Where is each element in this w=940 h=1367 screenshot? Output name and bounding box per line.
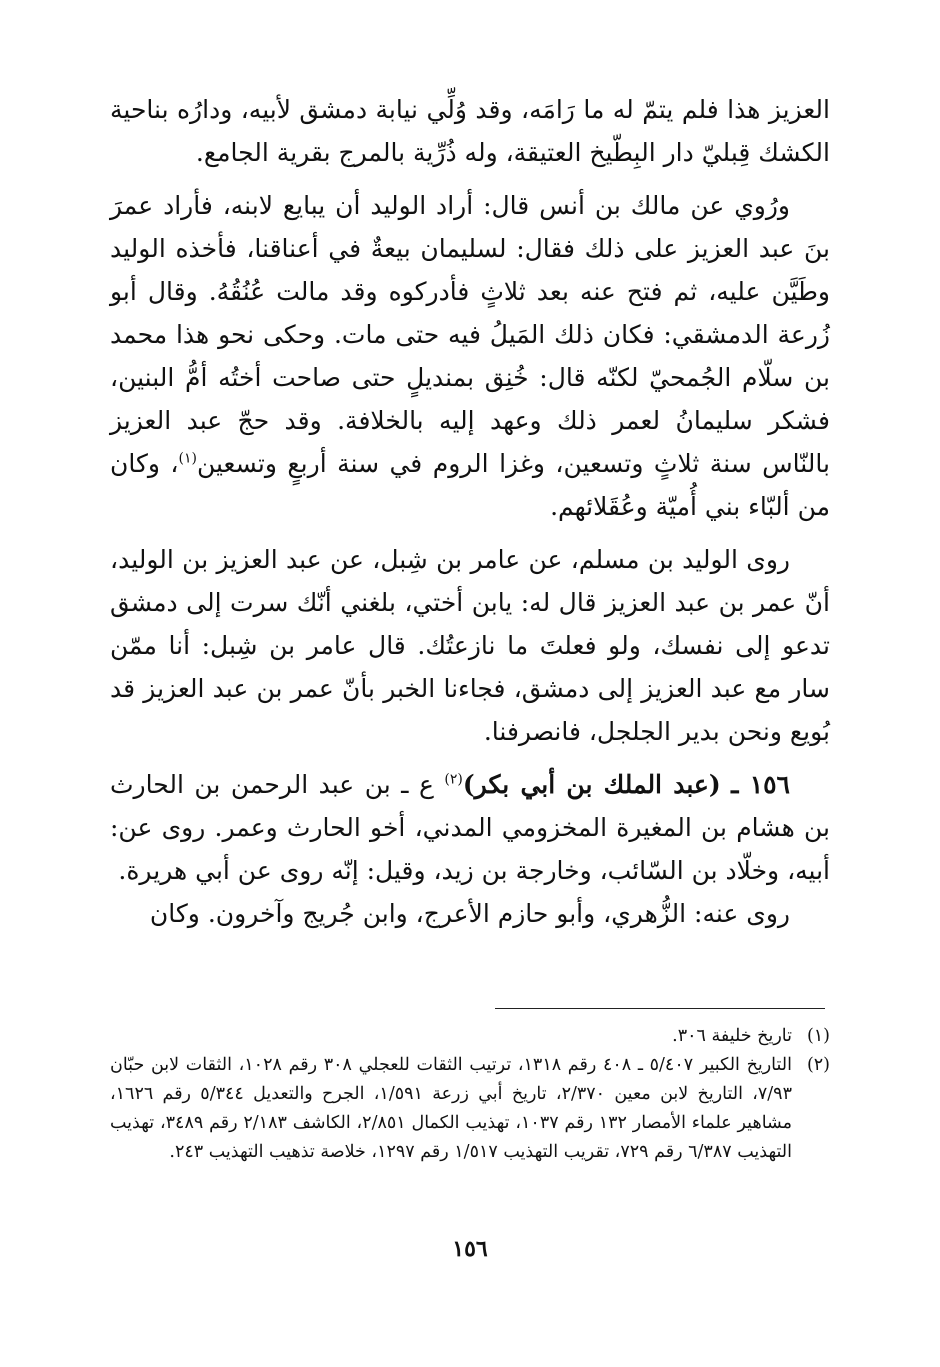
paragraph-1: العزيز هذا فلم يتمّ له ما رَامَه، وقد وُلِّي نيابة دمشق لأبيه، ودارُه بناحية الكشك قِبليّ دار البِطّيخ العتيقة، وله ذُرِّية بالمرج بقرية الجامع. [110,95,830,167]
main-text [110,88,830,935]
footnote-marker-1: (١) [178,450,197,467]
footnote-separator [495,1008,825,1009]
entry-156 [110,763,830,892]
paragraph-2 [110,184,830,528]
footnote-2 [110,1051,830,1167]
footnote-2-text: التاريخ الكبير ٥/٤٠٧ ـ ٤٠٨ رقم ١٣١٨، ترتيب الثقات للعجلي ٣٠٨ رقم ١٠٢٨، الثقات لابن حبّان ٧/٩٣، التاريخ لابن معين ٢/٣٧٠، تاريخ أبي زرعة ١/٥٩١، الجرح والتعديل ٥/٣٤٤ رقم ١٦٢٦، مشاهير علماء الأمصار ١٣٢ رقم ١٠٣٧، تهذيب الكمال ٢/٨٥١، الكاشف ٢/١٨٣ رقم ٣٤٨٩، تهذيب التهذيب ٦/٣٨٧ رقم ٧٢٩، تقريب التهذيب ١/٥١٧ رقم ١٢٩٧، خلاصة تذهيب التهذيب ٢٤٣. [110,1055,793,1162]
paragraph-3: روى الوليد بن مسلم، عن عامر بن شِبل، عن عبد العزيز بن الوليد، أنّ عمر بن عبد العزيز قال له: يابن أختي، بلغني أنّك سرت إلى دمشق تدعو إلى نفسك، ولو فعلتَ ما نازعتُك. قال عامر بن شِبل: أنا ممّن سار مع عبد العزيز إلى دمشق، فجاءنا الخبر بأنّ عمر بن عبد العزيز قد بُويع ونحن بدير الجلجل، فانصرفنا. [110,545,830,746]
footnote-marker-2: (٢) [444,771,463,788]
footnote-2-number: (٢) [806,1055,830,1075]
entry-text: ع ـ بن عبد الرحمن بن الحارث بن هشام بن المغيرة المخزومي المدني، أخو الحارث وعمر. روى عن: أبيه، وخلّاد بن السّائب، وخارجة بن زيد، وقيل: إنّه روى عن أبي هريرة. [110,770,830,885]
footnote-1-number: (١) [806,1026,830,1046]
footnote-1-text: تاريخ خليفة ٣٠٦. [672,1026,792,1046]
footnotes [110,1022,830,1167]
paragraph-2-text: ورُوي عن مالك بن أنس قال: أراد الوليد أن يبايع لابنه، فأراد عمرَ بنَ عبد العزيز على ذلك فقال: لسليمان بيعةٌ في أعناقنا، فأخذه الوليد وطَيَّن عليه، ثم فتح عنه بعد ثلاثٍ فأدركوه وقد مالت عُنُقُهُ. وقال أبو زُرعة الدمشقي: فكان ذلك المَيلُ فيه حتى مات. وحكى نحو هذا محمد بن سلّام الجُمحيّ لكنّه قال: خُنِق بمنديلٍ حتى صاحت أختُه أمُّ البنين، فشكر سليمانُ لعمر ذلك وعهد إليه بالخلافة. وقد حجّ عبد العزيز بالنّاس سنة ثلاثٍ وتسعين، وغزا الروم في سنة أربعٍ وتسعين [110,191,830,478]
paragraph-2-tail: ، وكان من ألبّاء بني أُميّة وعُقَلائهم. [110,449,830,521]
entry-number: ١٥٦ ـ [731,770,790,799]
page-number: ١٥٦ [452,1236,488,1262]
paragraph-5: روى عنه: الزُّهري، وأبو حازم الأعرج، وابن جُريج وآخرون. وكان [149,899,790,928]
entry-name: (عبد الملك بن أبي بكر) [462,770,721,799]
footnote-1 [110,1022,830,1051]
